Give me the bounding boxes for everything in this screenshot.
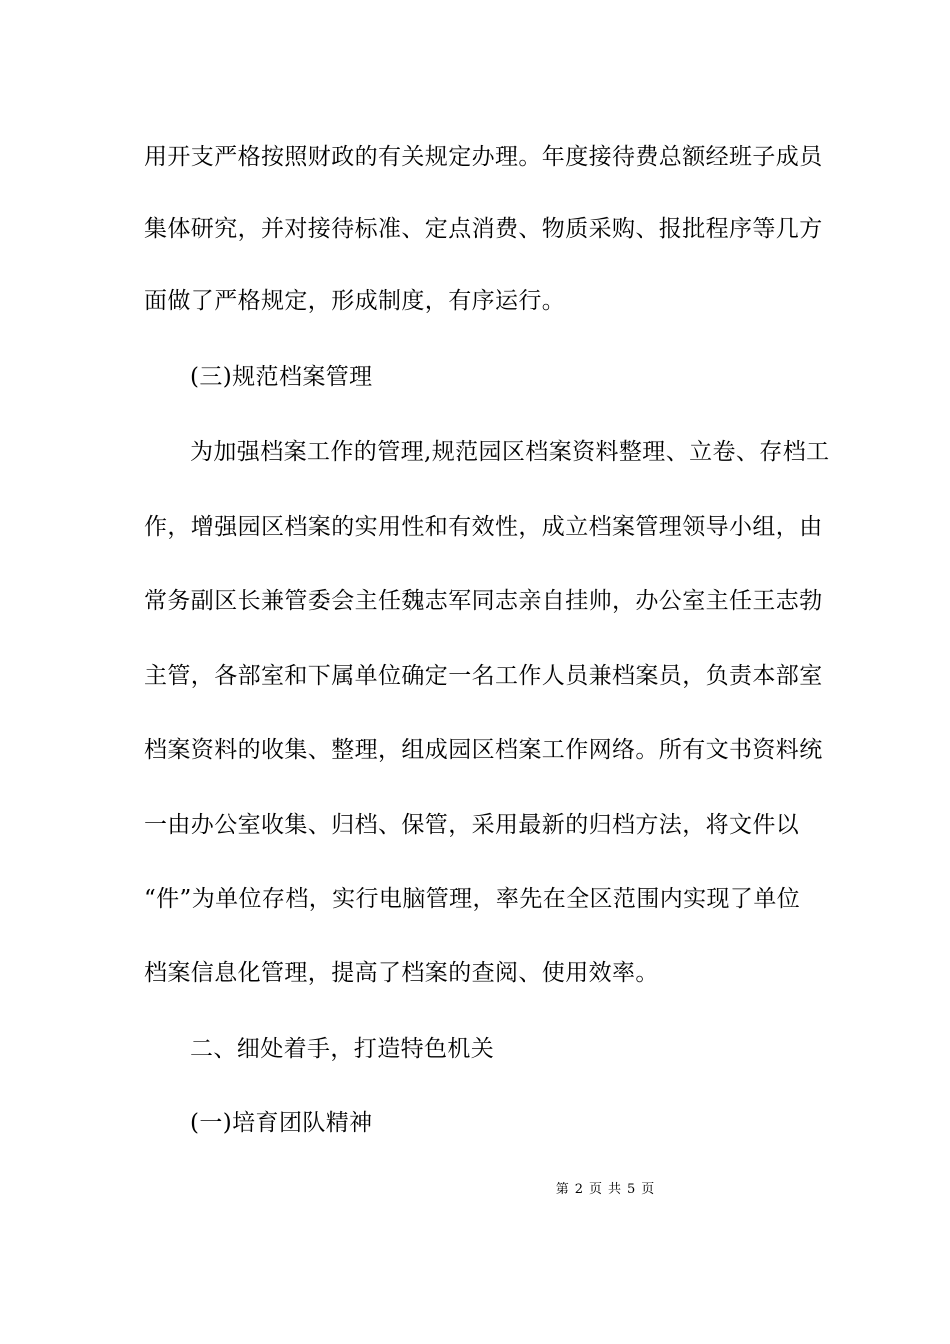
footer-label: 共 xyxy=(608,1182,622,1197)
footer-total-pages: 5 xyxy=(627,1182,636,1197)
footer-label: 页 xyxy=(641,1182,655,1197)
paragraph-line: 档案资料的收集、整理，组成园区档案工作网络。所有文书资料统 xyxy=(144,737,823,763)
paragraph-line: 常务副区长兼管委会主任魏志军同志亲自挂帅，办公室主任王志勃 xyxy=(144,588,823,614)
paragraph-line: 用开支严格按照财政的有关规定办理。年度接待费总额经班子成员 xyxy=(144,144,823,170)
page-footer xyxy=(0,1181,950,1199)
section-heading: 二、细处着手，打造特色机关 xyxy=(190,1036,495,1062)
paragraph-line: 面做了严格规定，形成制度，有序运行。 xyxy=(144,288,566,314)
footer-label: 第 xyxy=(555,1182,569,1197)
paragraph-line: 为加强档案工作的管理,规范园区档案资料整理、立卷、存档工 xyxy=(190,439,830,465)
paragraph-line: 主管，各部室和下属单位确定一名工作人员兼档案员，负责本部室 xyxy=(144,663,823,689)
paragraph-line: “件”为单位存档，实行电脑管理，率先在全区范围内实现了单位 xyxy=(144,886,801,912)
section-heading: (三)规范档案管理 xyxy=(190,364,373,390)
paragraph-line: 作，增强园区档案的实用性和有效性，成立档案管理领导小组，由 xyxy=(144,514,823,540)
footer-current-page: 2 xyxy=(574,1182,583,1197)
footer-label: 页 xyxy=(588,1182,602,1197)
paragraph-line: 档案信息化管理，提高了档案的查阅、使用效率。 xyxy=(144,960,659,986)
section-heading: (一)培育团队精神 xyxy=(190,1110,373,1136)
paragraph-line: 一由办公室收集、归档、保管，采用最新的归档方法，将文件以 xyxy=(144,812,800,838)
paragraph-line: 集体研究，并对接待标准、定点消费、物质采购、报批程序等几方 xyxy=(144,216,823,242)
